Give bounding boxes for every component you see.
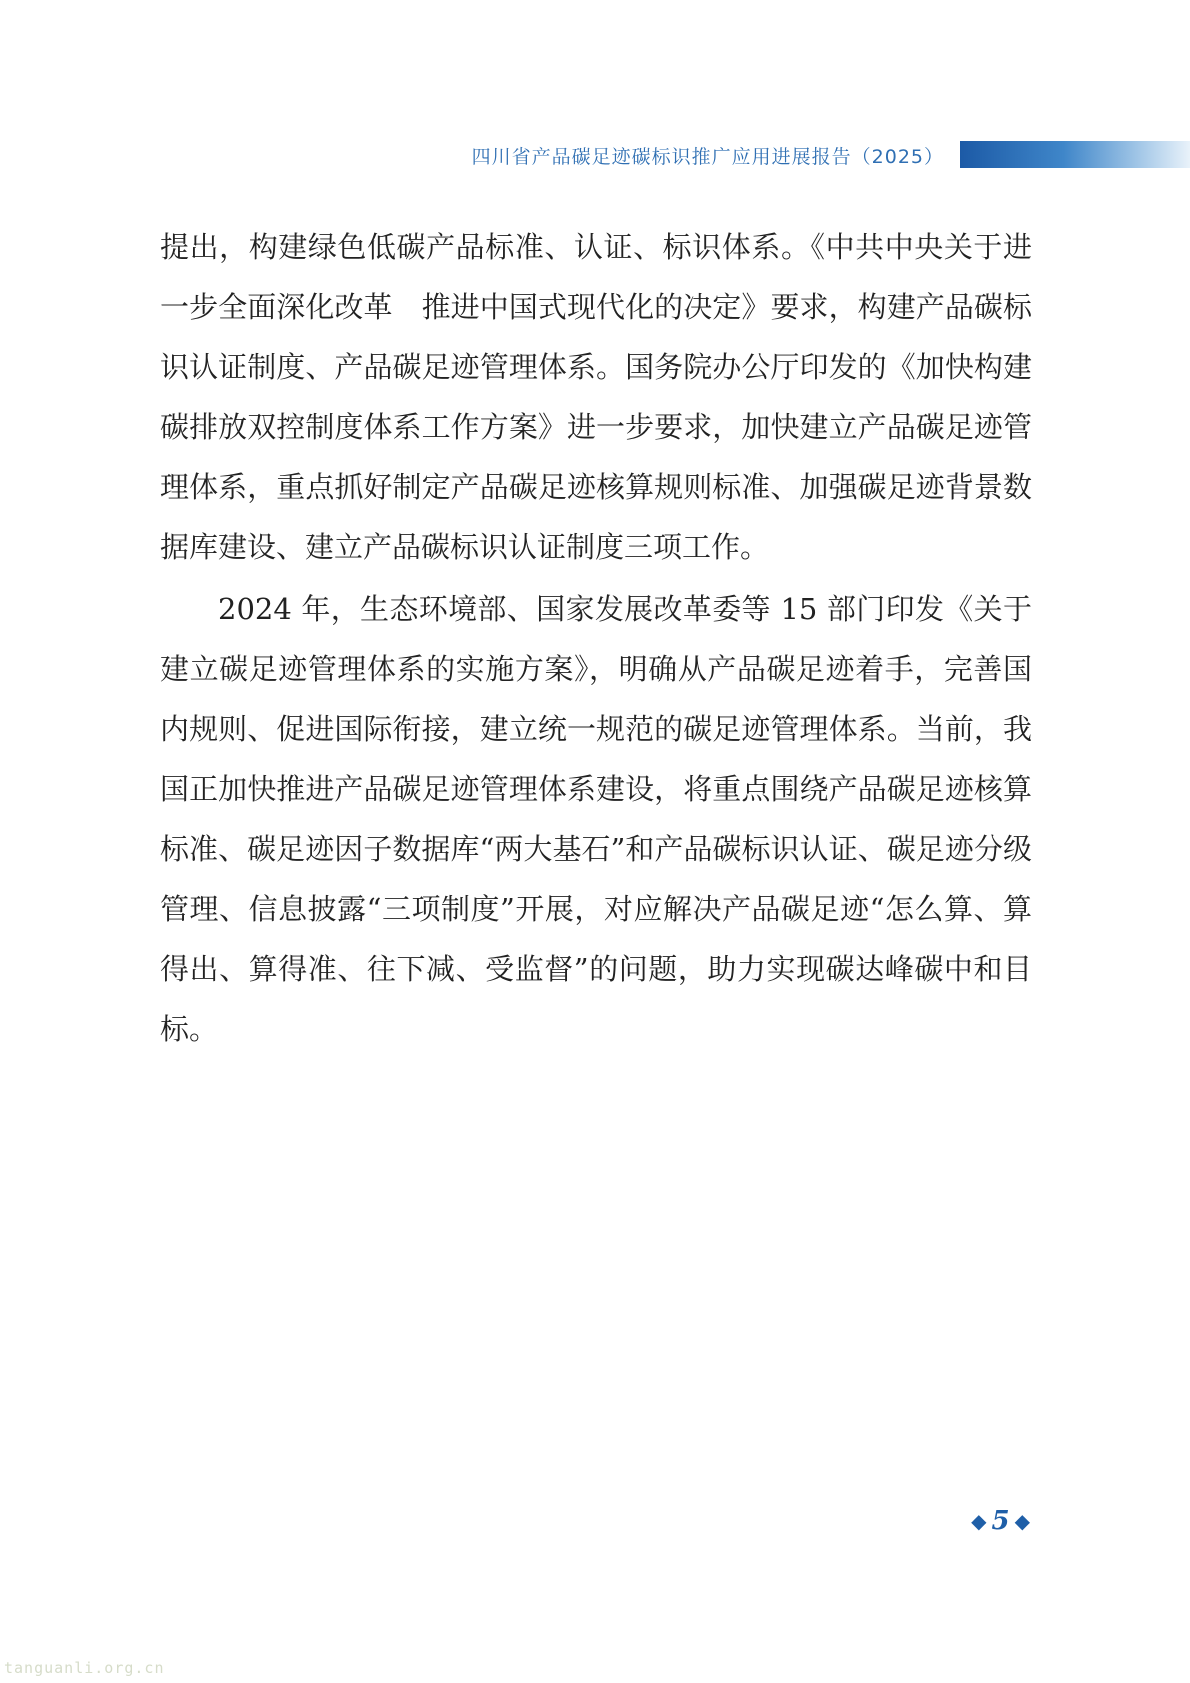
report-title: 四川省产品碳足迹碳标识推广应用进展报告（2025） — [471, 146, 944, 168]
running-header — [0, 138, 1190, 172]
paragraph: 2024 年，生态环境部、国家发展改革委等 15 部门印发《关于建立碳足迹管理体系的实施方案》，明确从产品碳足迹着手，完善国内规则、促进国际衔接，建立统一规范的碳足迹管理体系。当前，我国正加快推进产品碳足迹管理体系建设，将重点围绕产品碳足迹核算标准、碳足迹因子数据库“两大基石”和产品碳标识认证、碳足迹分级管理、信息披露“三项制度”开展，对应解决产品碳足迹“怎么算、算得出、算得准、往下减、受监督”的问题，助力实现碳达峰碳中和目标。 — [160, 592, 1032, 1046]
page-number — [971, 1506, 1030, 1536]
diamond-icon: ◆ — [1014, 1509, 1030, 1533]
body-text — [160, 217, 1032, 1061]
paragraph: 提出，构建绿色低碳产品标准、认证、标识体系。《中共中央关于进一步全面深化改革 推进中国式现代化的决定》要求，构建产品碳标识认证制度、产品碳足迹管理体系。国务院办公厅印发的《加快构建碳排放双控制度体系工作方案》进一步要求，加快建立产品碳足迹管理体系，重点抓好制定产品碳足迹核算规则标准、加强碳足迹背景数据库建设、建立产品碳标识认证制度三项工作。 — [160, 230, 1032, 564]
diamond-icon: ◆ — [971, 1509, 987, 1533]
header-accent-bar — [960, 141, 1190, 168]
watermark: tanguanli.org.cn — [4, 1659, 165, 1677]
page-number-value: 5 — [991, 1506, 1010, 1536]
